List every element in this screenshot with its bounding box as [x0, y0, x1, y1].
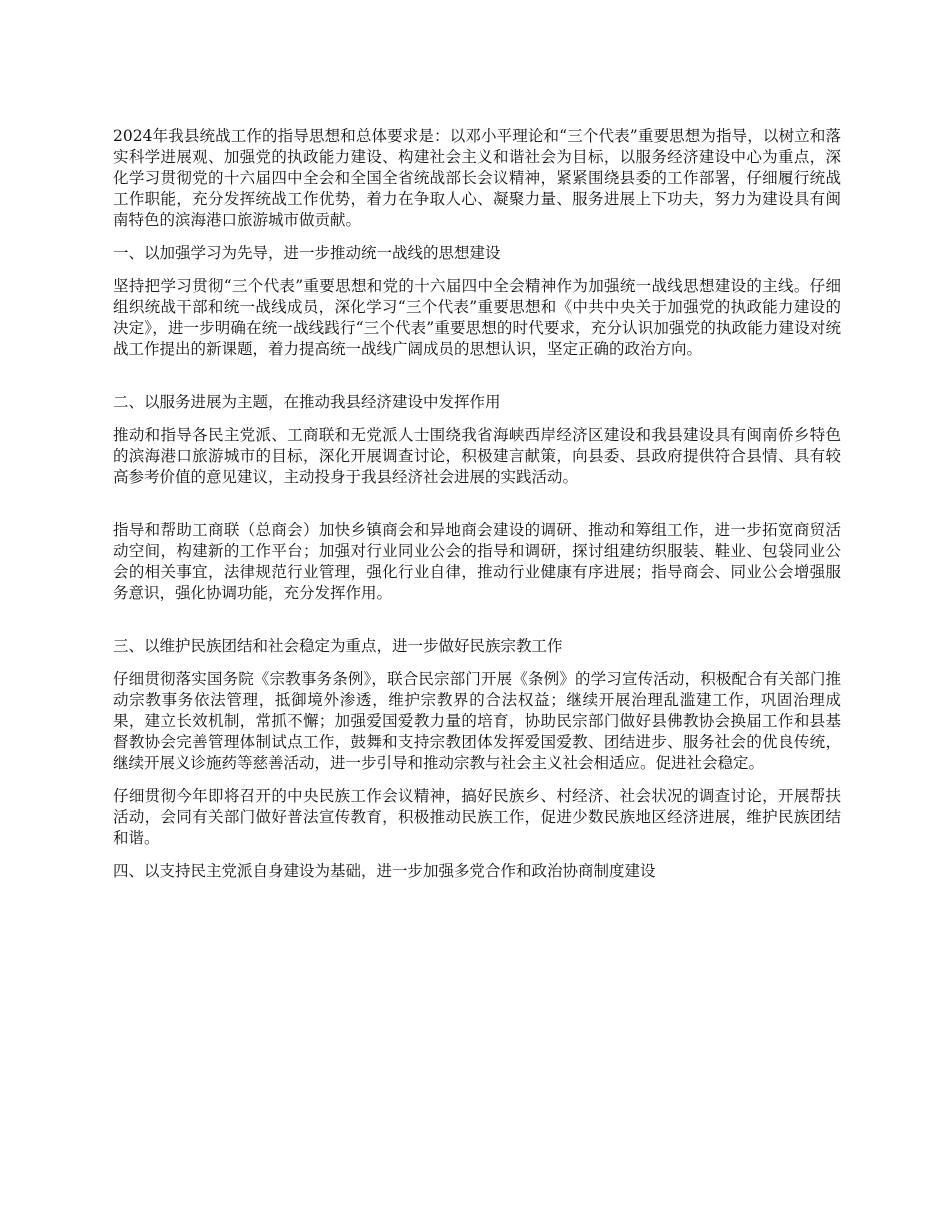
section-3-paragraph-1: 仔细贯彻落实国务院《宗教事务条例》，联合民宗部门开展《条例》的学习宣传活动，积极配合有关部门推动宗教事务依法管理，抵御境外渗透，维护宗教界的合法权益；继续开展治理乱滥建工作，巩固治理成果，建立长效机制，常抓不懈；加强爱国爱教力量的培育，协助民宗部门做好县佛教协会换届工作和县基督教协会完善管理体制试点工作，鼓舞和支持宗教团体发挥爱国爱教、团结进步、服务社会的优良传统，继续开展义诊施药等慈善活动，进一步引导和推动宗教与社会主义社会相适应。促进社会稳定。 [113, 670, 841, 772]
section-2-paragraph-1: 推动和指导各民主党派、工商联和无党派人士围绕我省海峡西岸经济区建设和我县建设具有闽南侨乡特色的滨海港口旅游城市的目标，深化开展调查讨论，积极建言献策，向县委、县政府提供符合县情、具有较高参考价值的意见建议，主动投身于我县经济社会进展的实践活动。 [113, 426, 841, 486]
section-2-paragraph-2: 指导和帮助工商联（总商会）加快乡镇商会和异地商会建设的调研、推动和筹组工作，进一步拓宽商贸活动空间，构建新的工作平台；加强对行业同业公会的指导和调研，探讨组建纺织服装、鞋业、包袋同业公会的相关事宜，法律规范行业管理，强化行业自律，推动行业健康有序进展；指导商会、同业公会增强服务意识，强化协调功能，充分发挥作用。 [113, 521, 841, 602]
section-heading-1: 一、以加强学习为先导，进一步推动统一战线的思想建设 [113, 244, 501, 262]
section-3-paragraph-2: 仔细贯彻今年即将召开的中央民族工作会议精神，搞好民族乡、村经济、社会状况的调查讨论，开展帮扶活动，会同有关部门做好普法宣传教育，积极推动民族工作，促进少数民族地区经济进展，维护民族团结和谐。 [113, 787, 841, 847]
document-body [113, 126, 841, 894]
section-heading-2: 二、以服务进展为主题，在推动我县经济建设中发挥作用 [113, 393, 501, 411]
section-1-paragraph: 坚持把学习贯彻“三个代表”重要思想和党的十六届四中全会精神作为加强统一战线思想建设的主线。仔细组织统战干部和统一战线成员，深化学习“三个代表”重要思想和《中共中央关于加强党的执政能力建设的决定》，进一步明确在统一战线践行“三个代表”重要思想的时代要求，充分认识加强党的执政能力建设对统战工作提出的新课题，着力提高统一战线广阔成员的思想认识，坚定正确的政治方向。 [113, 277, 841, 358]
section-heading-4: 四、以支持民主党派自身建设为基础，进一步加强多党合作和政治协商制度建设 [113, 862, 656, 880]
section-heading-3: 三、以维护民族团结和社会稳定为重点，进一步做好民族宗教工作 [113, 637, 563, 655]
intro-paragraph: 2024年我县统战工作的指导思想和总体要求是：以邓小平理论和“三个代表”重要思想为指导，以树立和落实科学进展观、加强党的执政能力建设、构建社会主义和谐社会为目标，以服务经济建设中心为重点，深化学习贯彻党的十六届四中全会和全国全省统战部长会议精神，紧紧围绕县委的工作部署，仔细履行统战工作职能，充分发挥统战工作优势，着力在争取人心、凝聚力量、服务进展上下功夫，努力为建设具有闽南特色的滨海港口旅游城市做贡献。 [113, 127, 841, 229]
